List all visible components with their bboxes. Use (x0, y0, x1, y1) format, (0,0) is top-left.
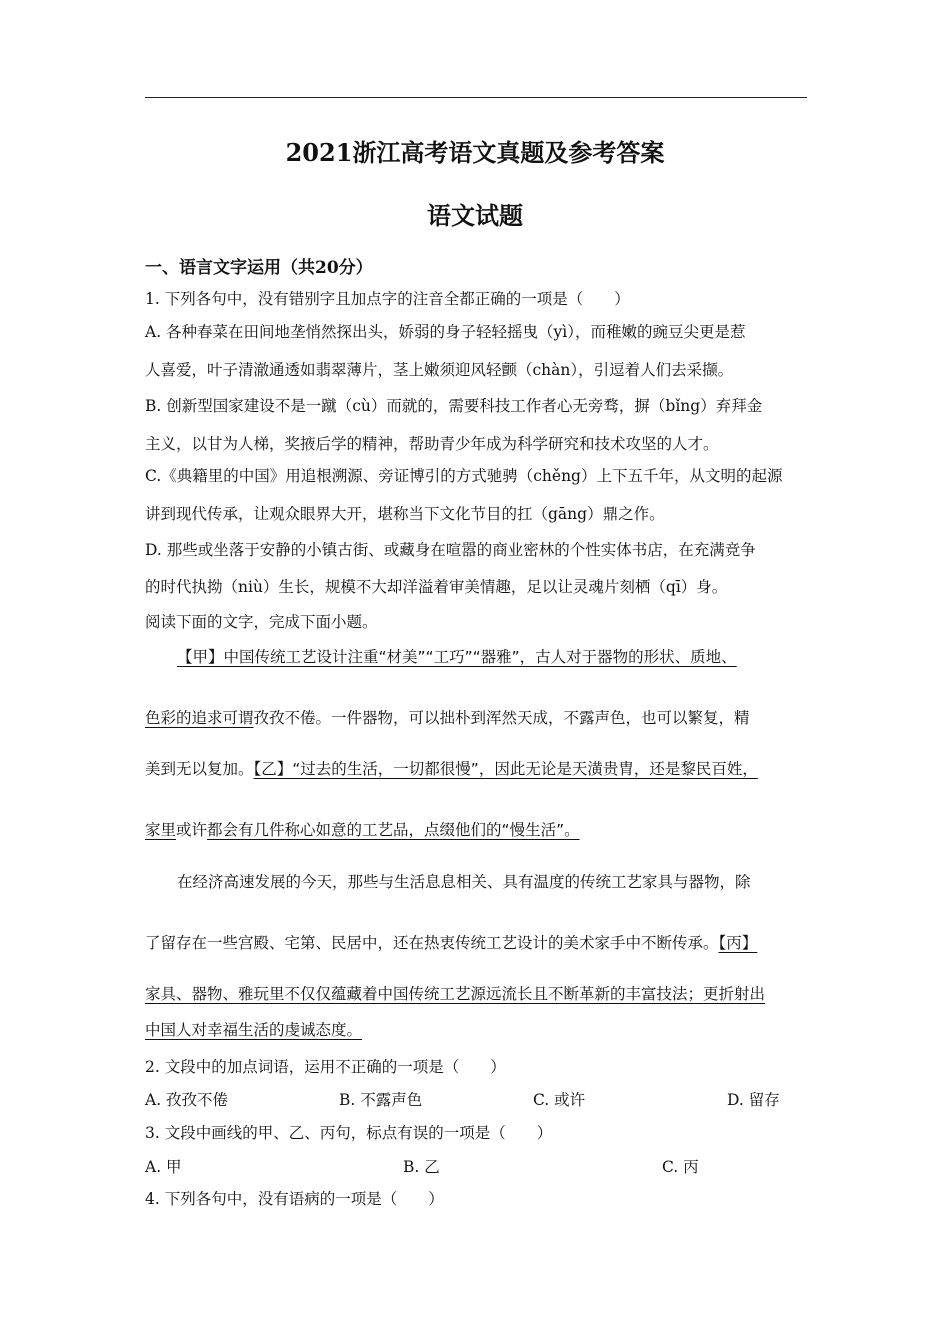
question-2-option-d: D. 留存 (727, 1091, 780, 1109)
sentence-jia: 【甲】中国传统工艺设计注重“材美”“工巧”“器雅”，古人对于器物的形状、质地、 (177, 648, 737, 666)
section-heading: 一、语言文字运用（共20分） (145, 258, 373, 278)
dotted-word-huoxu: 或许 (176, 821, 208, 839)
question-1-option-d-line2: 的时代执拗（niù）生长，规模不大却洋溢着审美情趣，足以让灵魂片刻栖（qī）身。 (145, 578, 728, 596)
passage-paragraph-1-line3 (145, 757, 758, 779)
question-3-option-a: A. 甲 (145, 1158, 182, 1176)
question-1-option-b-line2: 主义，以甘为人梯，奖掖后学的精神，帮助青少年成为科学研究和技术攻坚的人才。 (145, 435, 719, 453)
passage-paragraph-2-line4 (145, 1018, 362, 1040)
question-1-option-b-line1: B. 创新型国家建设不是一蹴（cù）而就的，需要科技工作者心无旁骛，摒（bǐng）弃拜金 (145, 397, 763, 415)
question-3-stem: 3. 文段中画线的甲、乙、丙句，标点有误的一项是（ ） (145, 1124, 553, 1142)
passage-text: 美到无以复加。 (145, 760, 254, 778)
question-1-option-c-line1: C.《典籍里的中国》用追根溯源、旁证博引的方式驰骋（chěng）上下五千年，从文明的起源 (145, 467, 783, 485)
question-1-stem: 1. 下列各句中，没有错别字且加点字的注音全都正确的一项是（ ） (145, 290, 630, 308)
question-4-stem: 4. 下列各句中，没有语病的一项是（ ） (145, 1190, 444, 1208)
question-1-option-d-line1: D. 那些或坐落于安静的小镇古街、或藏身在喧嚣的商业密林的个性实体书店，在充满竞争 (145, 541, 756, 559)
question-2-option-c: C. 或许 (533, 1091, 586, 1109)
sentence-bing: 【丙】 (718, 934, 758, 952)
question-2-stem: 2. 文段中的加点词语，运用不正确的一项是（ ） (145, 1058, 506, 1076)
question-2-option-b: B. 不露声色 (339, 1091, 423, 1109)
question-1-option-a-line1: A. 各种春菜在田间地垄悄然探出头，娇弱的身子轻轻摇曳（yì），而稚嫩的豌豆尖更是惹 (145, 323, 746, 341)
sentence-yi-end: 都会有几件称心如意的工艺品，点缀他们的“慢生活”。 (207, 821, 580, 839)
sentence-bing-continued: 家具、器物、雅玩里不仅仅蕴藏着中国传统工艺源远流长且不断革新的丰富技法；更折射出 (145, 985, 766, 1003)
reading-prompt: 阅读下面的文字，完成下面小题。 (145, 613, 378, 631)
question-3-option-c: C. 丙 (662, 1158, 699, 1176)
passage-paragraph-1-line1 (145, 645, 737, 667)
document-subtitle: 语文试题 (427, 201, 523, 230)
header-rule (145, 97, 807, 98)
question-3-option-b: B. 乙 (403, 1158, 440, 1176)
sentence-yi: 【乙】“过去的生活，一切都很慢”，因此无论是天潢贵胄，还是黎民百姓， (253, 760, 758, 778)
question-2-option-a: A. 孜孜不倦 (145, 1091, 229, 1109)
passage-paragraph-1-line4 (145, 818, 580, 840)
passage-text: 了留存在一些宫殿、宅第、民居中，还在热衷传统工艺设计的美术家手中不断传承。 (145, 934, 719, 952)
passage-text: 一件器物，可以拙朴到浑然天成，不露声色，也可以繁复，精 (331, 709, 750, 727)
passage-paragraph-2-line3 (145, 982, 765, 1004)
dotted-word-zizibujuan: 孜孜不倦。 (253, 709, 332, 727)
sentence-jia-continued: 色彩的追求可谓 (145, 709, 254, 727)
sentence-bing-end: 中国人对幸福生活的虔诚态度。 (145, 1021, 363, 1039)
question-2-options (0, 1088, 950, 1110)
question-1-option-c-line2: 讲到现代传承，让观众眼界大开，堪称当下文化节目的扛（gāng）鼎之作。 (145, 505, 665, 523)
passage-paragraph-2-line2 (145, 931, 757, 953)
document-title: 2021浙江高考语文真题及参考答案 (285, 138, 665, 167)
passage-paragraph-1-line2 (145, 706, 750, 728)
question-1-option-a-line2: 人喜爱，叶子清澈通透如翡翠薄片，茎上嫩须迎风轻颤（chàn），引逗着人们去采撷。 (145, 361, 734, 379)
sentence-yi-continued: 家里 (145, 821, 177, 839)
passage-paragraph-2-line1: 在经济高速发展的今天，那些与生活息息相关、具有温度的传统工艺家具与器物，除 (177, 873, 751, 891)
question-3-options (0, 1155, 950, 1177)
